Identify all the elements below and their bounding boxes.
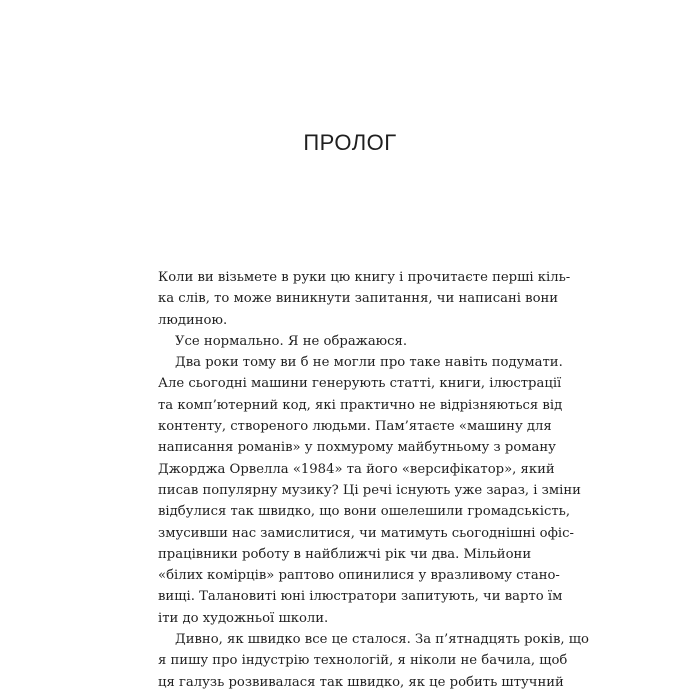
text-line: ця галузь розвивалася так швидко, як це робить штучний <box>158 674 564 690</box>
text-line: ка слів, то може виникнути запитання, чи написані вони <box>158 291 559 307</box>
text-line: контенту, створеного людьми. Пам’ятаєте «машину для <box>158 419 552 435</box>
text-line: людиною. <box>158 312 228 328</box>
text-line: Дивно, як швидко все це сталося. За п’ятнадцять років, що <box>175 632 589 648</box>
text-line: працівники роботу в найближчі рік чи два. Мільйони <box>158 546 532 562</box>
text-line: писав популярну музику? Ці речі існують уже зараз, і зміни <box>158 482 581 498</box>
text-line: вищі. Талановиті юні ілюстратори запитують, чи варто їм <box>158 589 563 605</box>
text-line: я пишу про індустрію технологій, я ніколи не бачила, щоб <box>158 653 568 669</box>
text-line: та комп’ютерний код, які практично не відрізняються від <box>158 397 563 413</box>
text-line: Але сьогодні машини генерують статті, книги, ілюстрації <box>158 376 562 392</box>
text-line: Два роки тому ви б не могли про таке навіть подумати. <box>175 355 563 371</box>
text-line: змусивши нас замислитися, чи матимуть сьогоднішні офіс- <box>158 525 574 541</box>
chapter-title: ПРОЛОГ <box>303 130 397 155</box>
text-line: Усе нормально. Я не ображаюся. <box>175 333 408 349</box>
text-line: написання романів» у похмурому майбутньому з роману <box>158 440 556 456</box>
text-line: відбулися так швидко, що вони ошелешили громадськість, <box>158 504 571 520</box>
text-line: Коли ви візьмете в руки цю книгу і прочитаєте перші кіль- <box>158 270 571 285</box>
body-text <box>158 267 589 693</box>
text-line: Джорджа Орвелла «1984» та його «версифікатор», який <box>158 461 555 477</box>
text-line: «білих комірців» раптово опинилися у вразливому стано- <box>158 568 560 584</box>
text-line: іти до художньої школи. <box>158 610 329 626</box>
